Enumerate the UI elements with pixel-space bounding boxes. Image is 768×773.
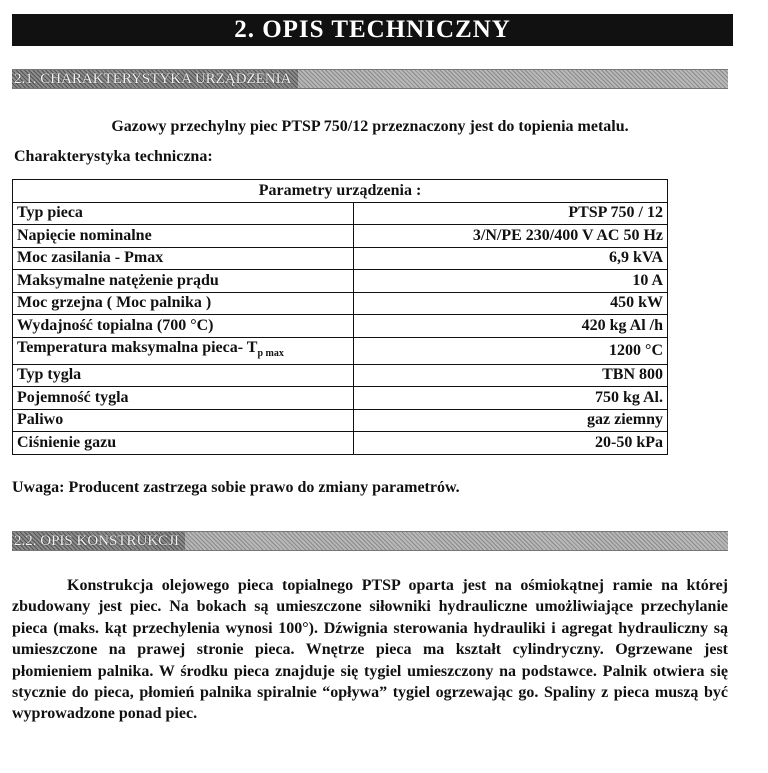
table-row (13, 247, 668, 270)
table-row (13, 292, 668, 315)
param-name: Temperatura maksymalna pieca- T (17, 338, 258, 356)
param-value: 3/N/PE 230/400 V AC 50 Hz (353, 225, 667, 248)
param-name: Typ tygla (13, 364, 354, 387)
table-row (13, 202, 668, 225)
table-row (13, 315, 668, 338)
param-name: Maksymalne natężenie prądu (13, 270, 354, 293)
table-row (13, 387, 668, 410)
section-heading-characteristics: 2.1. CHARAKTERYSTYKA URZĄDZENIA (12, 70, 298, 88)
param-value: 420 kg Al /h (353, 315, 667, 338)
param-value: 10 A (353, 270, 667, 293)
param-name: Typ pieca (13, 202, 354, 225)
param-name: Paliwo (13, 409, 354, 432)
param-value: TBN 800 (353, 364, 667, 387)
section-heading-construction: 2.2. OPIS KONSTRUKCJI (12, 532, 185, 550)
param-value: 20-50 kPa (353, 432, 667, 455)
param-name: Ciśnienie gazu (13, 432, 354, 455)
table-header: Parametry urządzenia : (13, 180, 668, 203)
param-value: PTSP 750 / 12 (353, 202, 667, 225)
param-value: 450 kW (353, 292, 667, 315)
param-name-with-subscript (13, 337, 354, 364)
intro-paragraph: Gazowy przechylny piec PTSP 750/12 przeznaczony jest do topienia metalu. (111, 118, 629, 135)
table-row (13, 337, 668, 364)
table-row (13, 225, 668, 248)
param-name: Moc grzejna ( Moc palnika ) (13, 292, 354, 315)
table-row (13, 432, 668, 455)
param-name: Pojemność tygla (13, 387, 354, 410)
construction-description: Konstrukcja olejowego pieca topialnego PTSP oparta jest na ośmiokątnej ramie na której zbudowany jest piec. Na bokach są umieszczone siłowniki hydrauliczne umożliwiające przechylanie pieca (maks. kąt przechylenia wynosi 100°). Dźwignia sterowania hydrauliki i agregat hydrauliczny są umieszczone na prawej stronie pieca. Wnętrze pieca ma kształt cylindryczny. Ogrzewane jest płomieniem palnika. W środku pieca znajduje się tygiel umieszczony na podstawce. Palnik otwiera się stycznie do pieca, płomień palnika spiralnie “opływa” tygiel ogrzewając go. Spaliny z pieca muszą być wyprowadzone ponad piec. (12, 577, 728, 723)
note-text: Uwaga: Producent zastrzega sobie prawo do zmiany parametrów. (12, 479, 460, 496)
param-name: Wydajność topialna (700 °C) (13, 315, 354, 338)
page-title: 2. OPIS TECHNICZNY (12, 14, 733, 46)
table-row (13, 409, 668, 432)
param-value: gaz ziemny (353, 409, 667, 432)
param-value: 1200 °C (353, 337, 667, 364)
section-heading-bar (12, 531, 728, 551)
table-row (13, 270, 668, 293)
param-value: 750 kg Al. (353, 387, 667, 410)
param-name: Moc zasilania - Pmax (13, 247, 354, 270)
section-heading-bar (12, 69, 728, 89)
param-name-subscript: p max (257, 347, 284, 359)
table-row (13, 364, 668, 387)
parameters-table (12, 179, 668, 455)
param-name: Napięcie nominalne (13, 225, 354, 248)
characteristics-label: Charakterystyka techniczna: (14, 148, 213, 165)
param-value: 6,9 kVA (353, 247, 667, 270)
